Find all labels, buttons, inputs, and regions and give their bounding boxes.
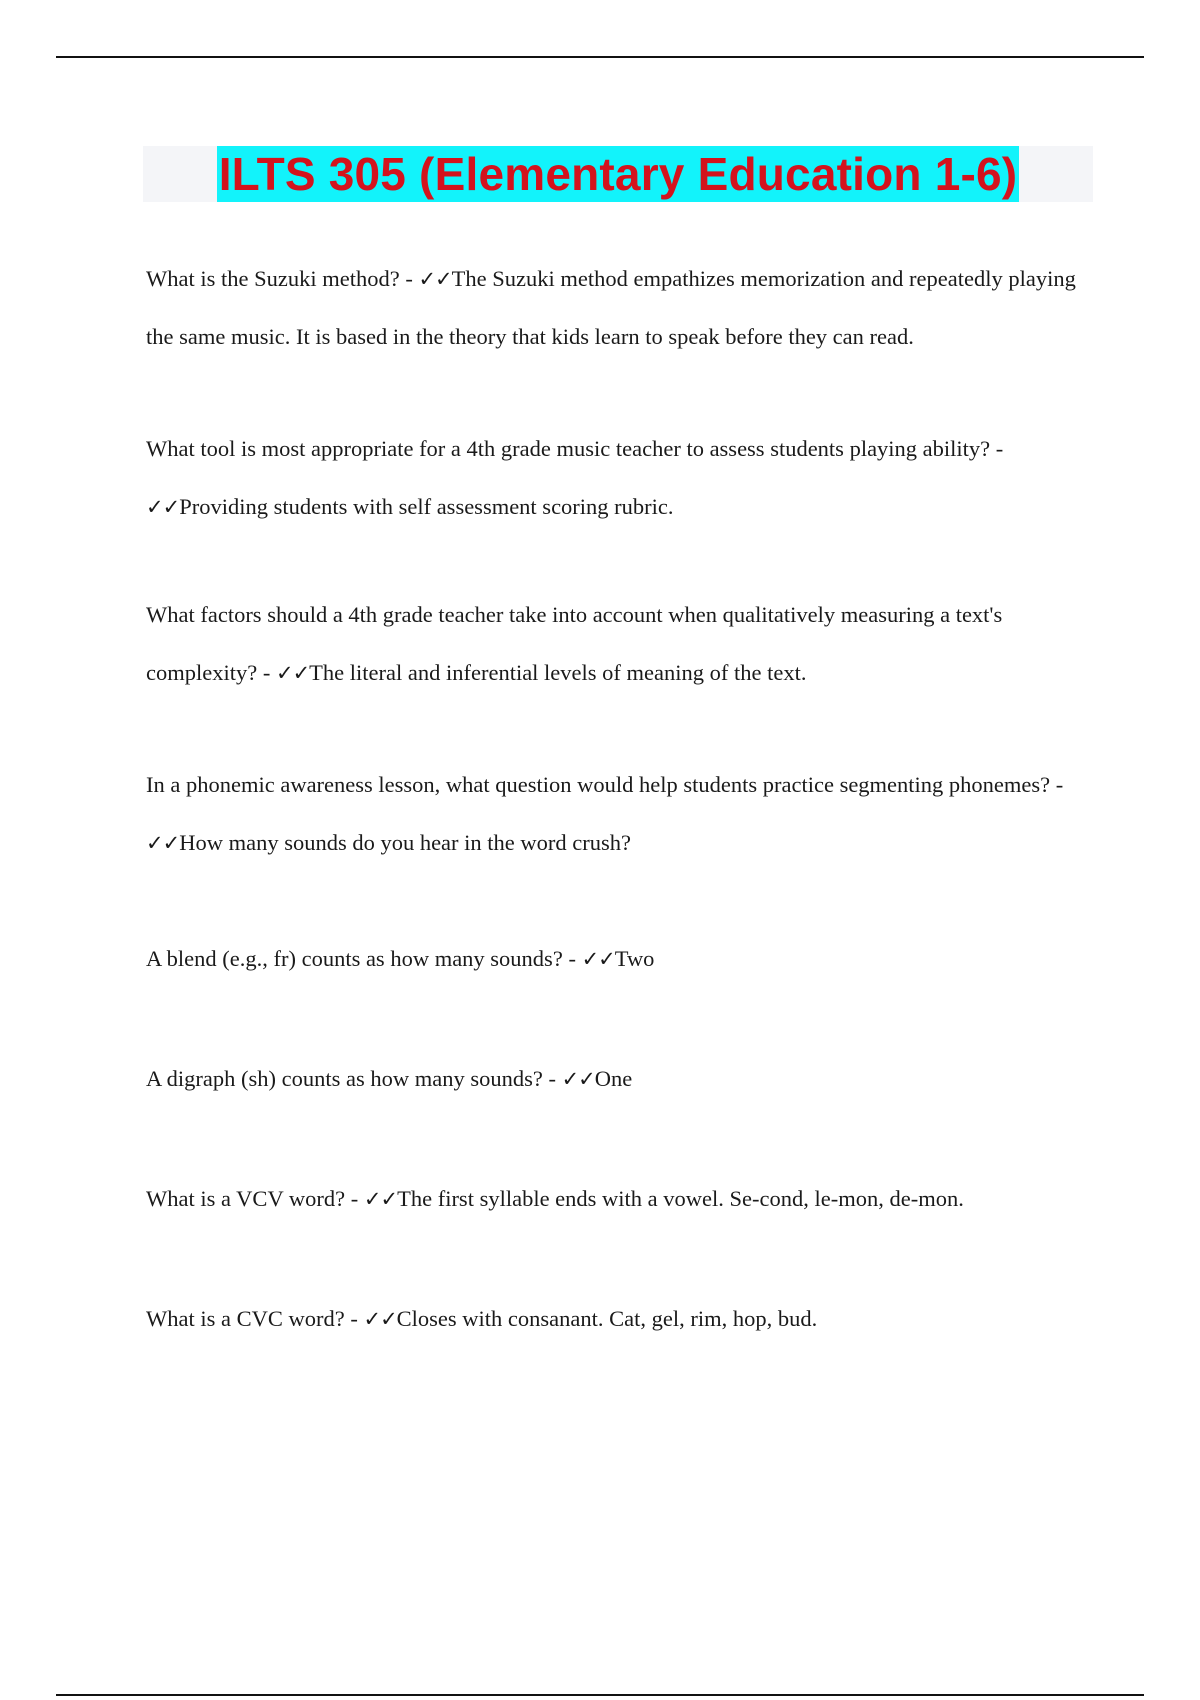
answer-text: The Suzuki method empathizes memorization and repeatedly playing the same music. It is based in the theory that kids learn to speak before they can read. bbox=[146, 266, 1076, 349]
answer-text: How many sounds do you hear in the word crush? bbox=[179, 830, 631, 855]
separator: - bbox=[990, 436, 1004, 461]
check-icon: ✓✓ bbox=[561, 1067, 595, 1091]
top-rule bbox=[56, 56, 1144, 58]
separator: - bbox=[562, 946, 582, 971]
qa-item bbox=[146, 1050, 1086, 1108]
answer-text: The literal and inferential levels of meaning of the text. bbox=[309, 660, 807, 685]
separator: - bbox=[345, 1186, 364, 1211]
document-title: ILTS 305 (Elementary Education 1-6) bbox=[218, 148, 1018, 200]
separator: - bbox=[1050, 772, 1064, 797]
separator: - bbox=[344, 1306, 364, 1331]
check-icon: ✓✓ bbox=[581, 947, 615, 971]
answer-text: Closes with consanant. Cat, gel, rim, hop, bud. bbox=[396, 1306, 818, 1331]
answer-text: One bbox=[594, 1066, 633, 1091]
qa-item bbox=[146, 250, 1086, 366]
question-text: What is a VCV word? bbox=[146, 1186, 346, 1211]
question-text: What factors should a 4th grade teacher take into account when qualitatively measuring a text's complexity? bbox=[146, 602, 1003, 685]
qa-item bbox=[146, 420, 1086, 536]
question-text: What is the Suzuki method? bbox=[146, 266, 400, 291]
check-icon: ✓✓ bbox=[363, 1307, 397, 1331]
question-text: In a phonemic awareness lesson, what question would help students practice segmenting phonemes? bbox=[146, 772, 1051, 797]
question-text: What tool is most appropriate for a 4th grade music teacher to assess students playing ability? bbox=[146, 436, 991, 461]
check-icon: ✓✓ bbox=[363, 1187, 398, 1211]
check-icon: ✓✓ bbox=[275, 661, 310, 685]
separator: - bbox=[257, 660, 276, 685]
separator: - bbox=[399, 266, 419, 291]
check-icon: ✓✓ bbox=[146, 495, 180, 519]
qa-item bbox=[146, 1290, 1086, 1348]
qa-item bbox=[146, 586, 1086, 702]
bottom-rule bbox=[56, 1694, 1144, 1696]
title-band bbox=[143, 146, 1093, 202]
question-text: A blend (e.g., fr) counts as how many sounds? bbox=[146, 946, 563, 971]
qa-item bbox=[146, 756, 1086, 872]
check-icon: ✓✓ bbox=[418, 267, 452, 291]
qa-item bbox=[146, 930, 1086, 988]
separator: - bbox=[542, 1066, 562, 1091]
check-icon: ✓✓ bbox=[146, 831, 180, 855]
answer-text: The first syllable ends with a vowel. Se-cond, le-mon, de-mon. bbox=[397, 1186, 964, 1211]
answer-text: Providing students with self assessment scoring rubric. bbox=[179, 494, 674, 519]
question-text: A digraph (sh) counts as how many sounds? bbox=[146, 1066, 543, 1091]
answer-text: Two bbox=[614, 946, 655, 971]
qa-item bbox=[146, 1170, 1086, 1228]
question-text: What is a CVC word? bbox=[146, 1306, 345, 1331]
qa-list bbox=[146, 250, 1086, 1348]
